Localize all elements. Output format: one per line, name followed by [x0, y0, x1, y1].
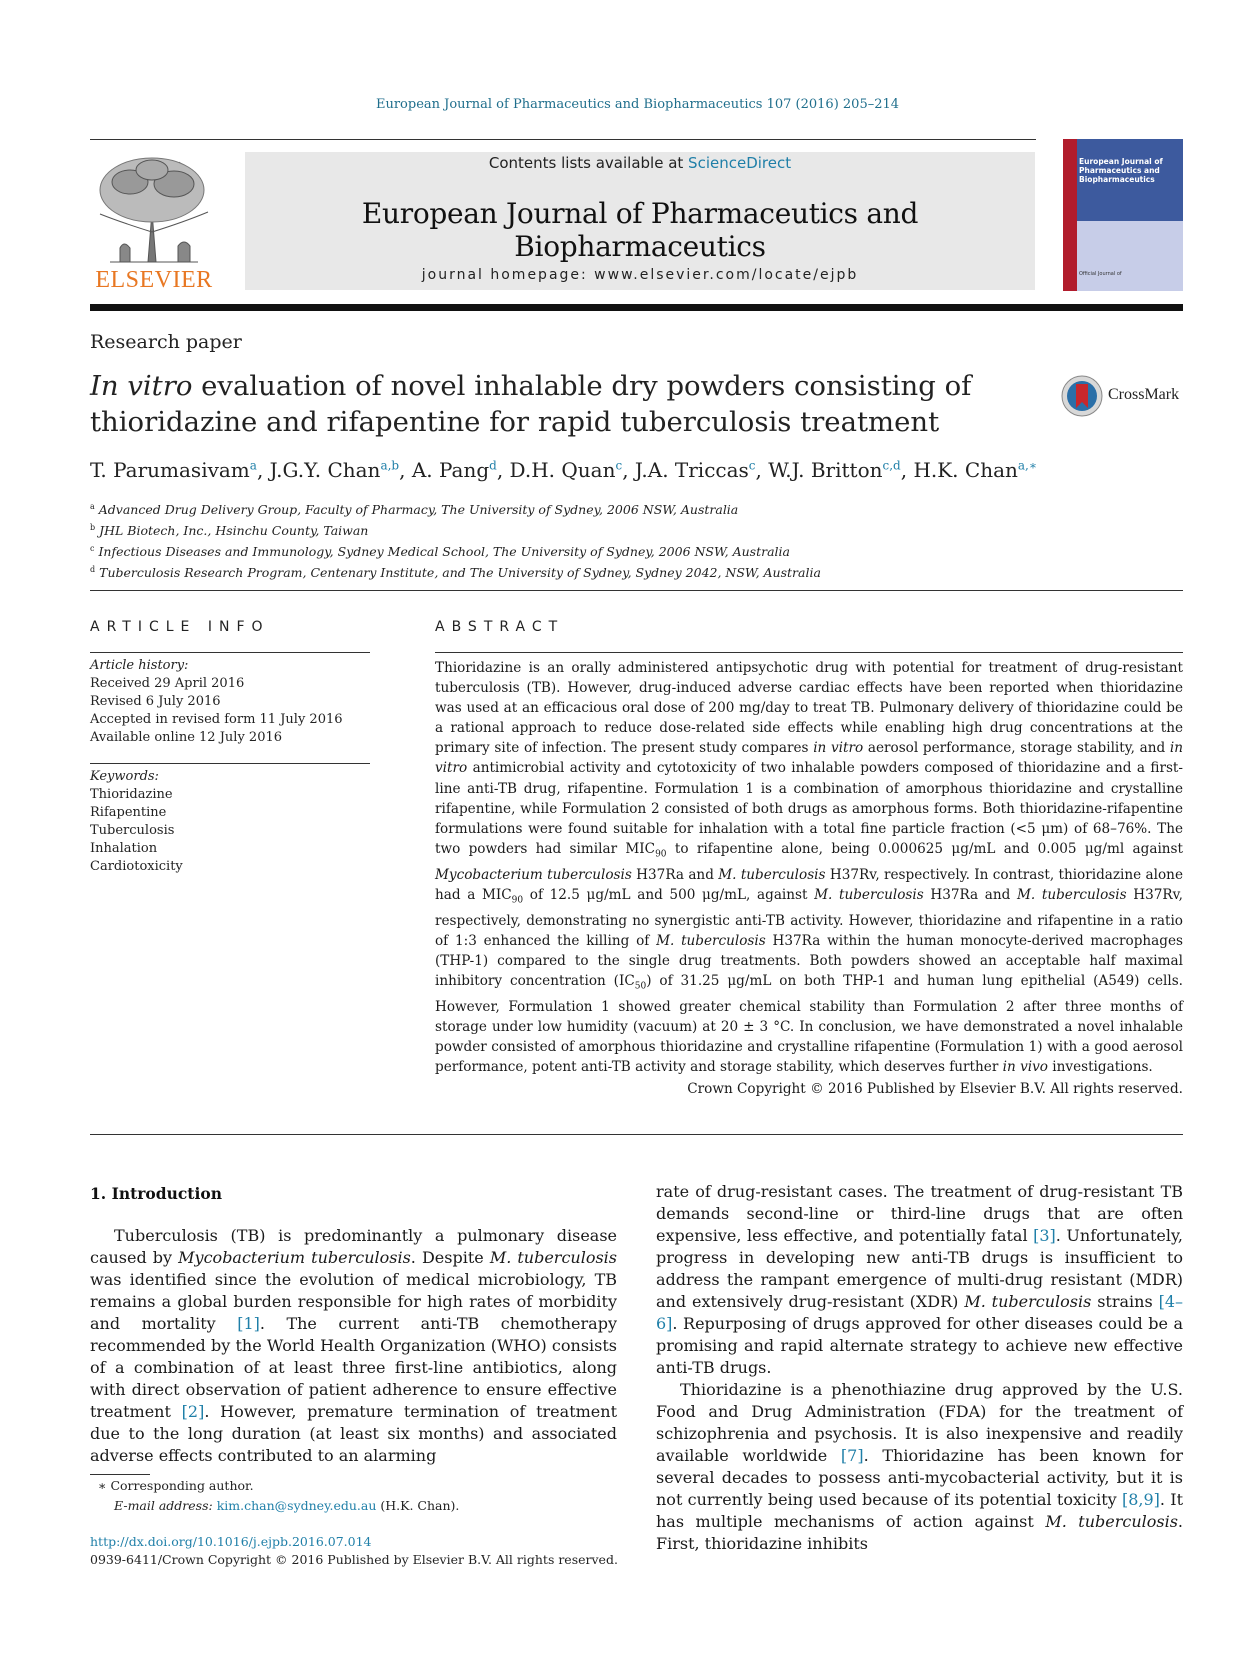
doi-link[interactable]: http://dx.doi.org/10.1016/j.ejpb.2016.07.014 [90, 1534, 372, 1549]
author[interactable]: J.A. Triccas$^c$, [634, 458, 769, 482]
cover-title: European Journal of Pharmaceutics and Biopharmaceutics [1079, 157, 1163, 184]
history-item: Received 29 April 2016 [90, 676, 245, 691]
copyright-notice: Crown Copyright © 2016 Published by Elsevier B.V. All rights reserved. [687, 1081, 1183, 1097]
divider [90, 590, 1183, 591]
crossmark-badge[interactable] [1060, 374, 1190, 418]
keyword: Thioridazine [90, 787, 173, 802]
paragraph: Thioridazine is a phenothiazine drug approved by the U.S. Food and Drug Administration (FDA) for the treatment of schizophrenia and psychosis. It is also inexpensive and readily available worldwide [7]. Thioridazine has been known for several decades to possess anti-mycobacterial activity, but it is not currently being used because of its potential toxicity [8,9]. It has multiple mechanisms of action against M. tuberculosis. First, thioridazine inhibits [656, 1380, 1184, 1553]
author[interactable]: H.K. Chan$^{a,∗}$ [913, 458, 1038, 482]
history-item: Revised 6 July 2016 [90, 694, 221, 709]
footnote-divider [90, 1474, 150, 1475]
affiliation: $^c$ Infectious Diseases and Immunology, Sydney Medical School, The University of Sydney, 2006 NSW, Australia [90, 544, 790, 560]
reference-link[interactable]: [8,9] [1121, 1490, 1160, 1509]
contents-line [245, 154, 1035, 172]
cover-spine [1063, 139, 1077, 291]
title-italic: In vitro [90, 370, 193, 402]
author[interactable]: W.J. Britton$^{c,d}$, [768, 458, 914, 482]
author[interactable]: T. Parumasivam$^a$, [90, 458, 270, 482]
reference-link[interactable]: [3] [1033, 1226, 1056, 1245]
history-label: Article history: [90, 658, 189, 673]
article-info-heading: ARTICLE INFO [90, 619, 270, 635]
issn-line: 0939-6411/Crown Copyright © 2016 Published by Elsevier B.V. All rights reserved. [90, 1552, 618, 1567]
affiliation: $^b$ JHL Biotech, Inc., Hsinchu County, Taiwan [90, 523, 369, 539]
affiliation: $^d$ Tuberculosis Research Program, Centenary Institute, and The University of Sydney, Sydney 2042, NSW, Australia [90, 565, 821, 581]
article-history [90, 657, 370, 747]
abstract-heading: ABSTRACT [435, 619, 565, 635]
keywords [90, 768, 370, 876]
abstract-text: Thioridazine is an orally administered antipsychotic drug with potential for treatment of drug-resistant tuberculosis (TB). However, drug-induced adverse cardiac effects have been reported when thioridazine was used at an efficacious oral dose of 200 mg/day to treat TB. Pulmonary delivery of thioridazine could be a rational approach to reduce dose-related side effects while enabling high drug concentrations at the primary site of infection. The present study compares in vitro aerosol performance, storage stability, and in vitro antimicrobial activity and cytotoxicity of two inhalable powders composed of thioridazine and a first-line anti-TB drug, rifapentine. Formulation 1 is a combination of amorphous thioridazine and crystalline rifapentine, while Formulation 2 consisted of both drugs as amorphous forms. Both thioridazine-rifapentine formulations were found suitable for inhalation with a total fine particle fraction (<5 μm) of 68–76%. The two powders had similar $MIC_{90}$ to rifapentine alone, being 0.000625 μg/mL and 0.005 μg/ml against Mycobacterium tuberculosis H37Ra and M. tuberculosis H37Rv, respectively. In contrast, thioridazine alone had a $MIC_{90}$ of 12.5 μg/mL and 500 μg/mL, against M. tuberculosis H37Ra and M. tuberculosis H37Rv, respectively, demonstrating no synergistic anti-TB activity. However, thioridazine and rifapentine in a ratio of 1:3 enhanced the killing of M. tuberculosis H37Ra within the human monocyte-derived macrophages (THP-1) compared to the single drug treatments. Both powders showed an acceptable half maximal inhibitory concentration $(IC_{50})$ of 31.25 μg/mL on both THP-1 and human lung epithelial (A549) cells. However, Formulation 1 showed greater chemical stability than Formulation 2 after three months of storage under low humidity (vacuum) at 20 ± 3 °C. In conclusion, we have demonstrated a novel inhalable powder consisted of amorphous thioridazine and crystalline rifapentine (Formulation 1) with a good aerosol performance, potent anti-TB activity and storage stability, which deserves further in vivo investigations. [435, 660, 1184, 1075]
history-item: Available online 12 July 2016 [90, 730, 283, 745]
journal-banner [245, 152, 1035, 290]
corresponding-author: ∗ Corresponding author. [98, 1478, 254, 1493]
journal-citation[interactable]: European Journal of Pharmaceutics and Biopharmaceutics 107 (2016) 205–214 [375, 97, 900, 112]
elsevier-logo[interactable] [90, 152, 218, 294]
divider [90, 652, 370, 653]
journal-cover[interactable] [1063, 139, 1183, 291]
reference-link[interactable]: [1] [237, 1314, 260, 1333]
author[interactable]: D.H. Quan$^c$, [509, 458, 635, 482]
article-title [90, 368, 990, 440]
keywords-label: Keywords: [90, 769, 159, 784]
divider [435, 652, 1183, 653]
reference-link[interactable]: [2] [181, 1402, 205, 1421]
reference-link[interactable]: [4–6] [656, 1292, 1183, 1333]
email-link[interactable]: kim.chan@sydney.edu.au [216, 1498, 377, 1513]
cover-lower-panel [1077, 221, 1183, 291]
affiliation: $^a$ Advanced Drug Delivery Group, Faculty of Pharmacy, The University of Sydney, 2006 NSW, Australia [90, 502, 739, 518]
crossmark-icon [1060, 374, 1104, 418]
reference-link[interactable]: [7] [840, 1446, 864, 1465]
title-rest: evaluation of novel inhalable dry powders consisting of thioridazine and rifapentine for rapid tuberculosis treatment [90, 370, 972, 438]
divider [90, 1134, 1183, 1135]
article-type: Research paper [90, 331, 242, 353]
paragraph: rate of drug-resistant cases. The treatment of drug-resistant TB demands second-line or third-line drugs that are often expensive, less effective, and potentially fatal [3]. Unfortunately, progress in developing new anti-TB drugs is insufficient to address the rampant emergence of multi-drug resistant (MDR) and extensively drug-resistant (XDR) M. tuberculosis strains [4–6]. Repurposing of drugs approved for other diseases could be a promising and rapid alternate strategy to achieve new effective anti-TB drugs. [656, 1182, 1183, 1377]
journal-homepage[interactable]: journal homepage: www.elsevier.com/locate/ejpb [421, 267, 859, 283]
email-line: E-mail address: kim.chan@sydney.edu.au (H.K. Chan). [114, 1498, 460, 1513]
paragraph: Tuberculosis (TB) is predominantly a pulmonary disease caused by Mycobacterium tuberculosis. Despite M. tuberculosis was identified since the evolution of medical microbiology, TB remains a global burden responsible for high rates of morbidity and mortality [1]. The current anti-TB chemotherapy recommended by the World Health Organization (WHO) consists of a combination of at least three first-line antibiotics, along with direct observation of patient adherence to ensure effective treatment [2]. However, premature termination of treatment due to the long duration (at least six months) and associated adverse effects contributed to an alarming [90, 1226, 618, 1465]
right-column [656, 1181, 1183, 1555]
affiliations [90, 498, 1090, 583]
contents-prefix: Contents lists available at [488, 154, 689, 172]
sciencedirect-link[interactable]: ScienceDirect [688, 154, 792, 172]
section-heading: 1. Introduction [90, 1184, 222, 1203]
header-divider [90, 304, 1183, 311]
tree-icon [90, 152, 218, 264]
crossmark-label: CrossMark [1108, 386, 1180, 403]
history-item: Accepted in revised form 11 July 2016 [90, 712, 343, 727]
author[interactable]: J.G.Y. Chan$^{a,b}$, [269, 458, 412, 482]
keyword: Tuberculosis [90, 823, 175, 838]
author-list [90, 458, 1190, 482]
footnote [90, 1476, 630, 1516]
left-column [90, 1225, 617, 1467]
keyword: Rifapentine [90, 805, 167, 820]
cover-official: Official Journal of [1079, 271, 1122, 277]
publisher-name: ELSEVIER [95, 267, 213, 293]
journal-title: European Journal of Pharmaceutics and Biopharmaceutics [361, 197, 919, 263]
keyword: Cardiotoxicity [90, 859, 183, 874]
divider [90, 763, 370, 764]
keyword: Inhalation [90, 841, 158, 856]
divider [90, 139, 1036, 140]
doi-block [90, 1533, 650, 1569]
author[interactable]: A. Pang$^d$, [411, 458, 510, 482]
